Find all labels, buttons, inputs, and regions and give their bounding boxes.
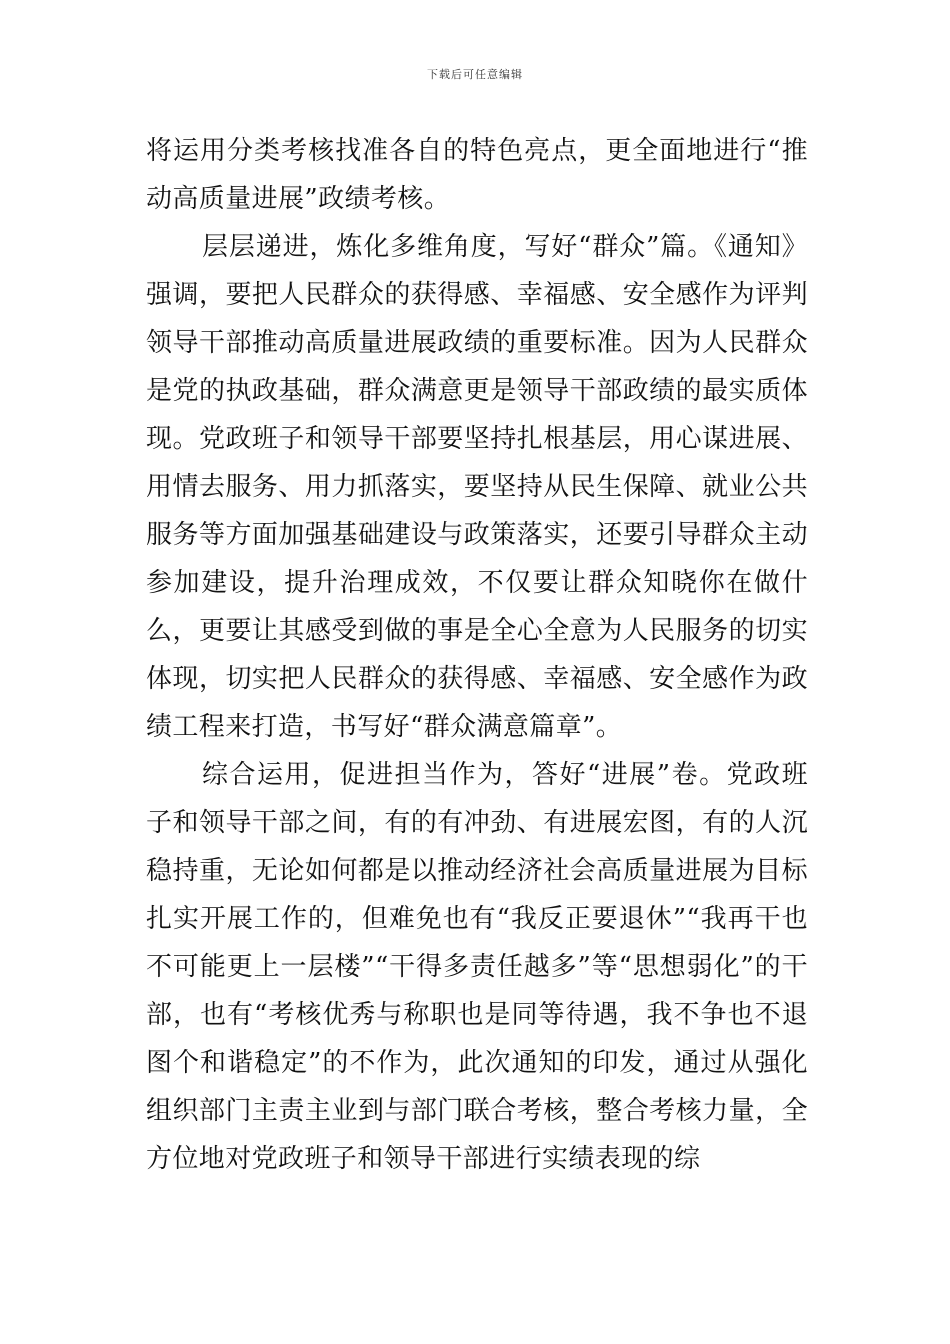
paragraph-1: 将运用分类考核找准各自的特色亮点，更全面地进行“推动高质量进展”政绩考核。 [146, 136, 808, 214]
paragraph-3: 综合运用，促进担当作为，答好“进展”卷。党政班子和领导干部之间，有的有冲劲、有进展宏图，有的人沉稳持重，无论如何都是以推动经济社会高质量进展为目标扎实开展工作的，但难免也有“我反正要退休”“我再干也不可能更上一层楼”“干得多责任越多”等“思想弱化”的干部，也有“考核优秀与称职也是同等待遇，我不争也不退图个和谐稳定”的不作为，此次通知的印发，通过从强化组织部门主责主业到与部门联合考核，整合考核力量，全方位地对党政班子和领导干部进行实绩表现的综 [146, 760, 808, 1174]
document-body [146, 127, 808, 1183]
paragraph-2: 层层递进，炼化多维角度，写好“群众”篇。《通知》强调，要把人民群众的获得感、幸福感、安全感作为评判领导干部推动高质量进展政绩的重要标准。因为人民群众是党的执政基础，群众满意更是领导干部政绩的最实质体现。党政班子和领导干部要坚持扎根基层，用心谋进展、用情去服务、用力抓落实，要坚持从民生保障、就业公共服务等方面加强基础建设与政策落实，还要引导群众主动参加建设，提升治理成效，不仅要让群众知晓你在做什么，更要让其感受到做的事是全心全意为人民服务的切实体现，切实把人民群众的获得感、幸福感、安全感作为政绩工程来打造，书写好“群众满意篇章”。 [146, 232, 808, 742]
page-header-note: 下载后可任意编辑 [427, 68, 523, 81]
